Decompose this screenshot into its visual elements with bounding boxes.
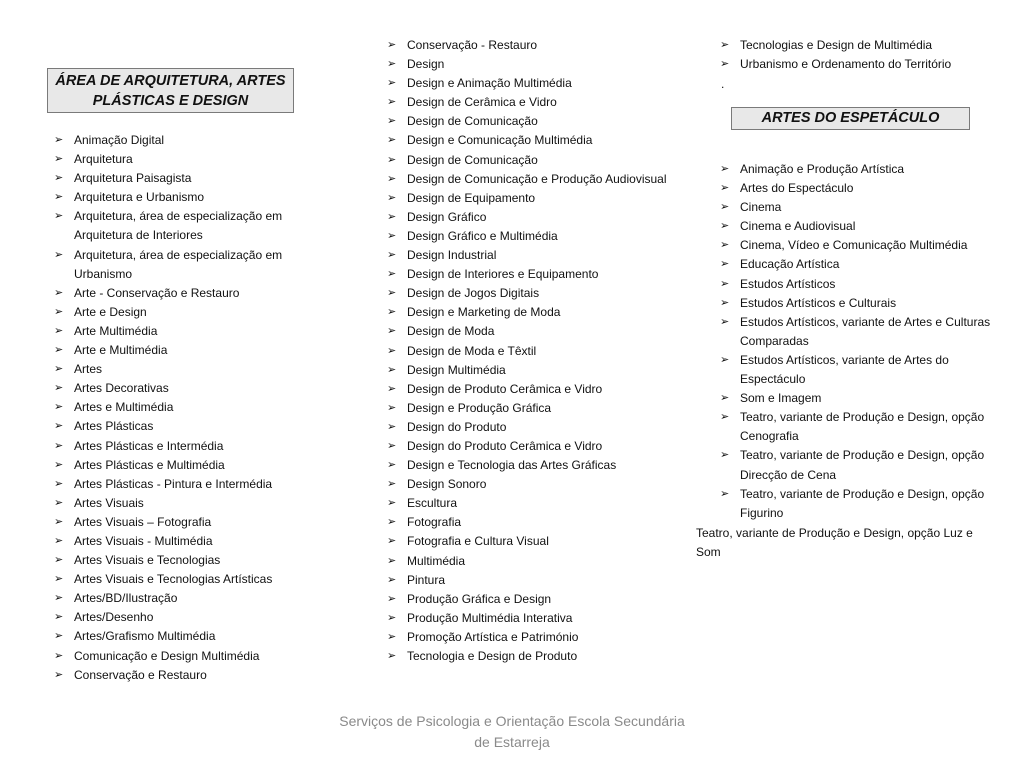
list-item — [54, 437, 316, 456]
arrow-bullet-icon: ➢ — [720, 163, 730, 175]
list-item — [387, 380, 687, 399]
list-item-label: Arquitetura — [74, 152, 133, 167]
list-item — [387, 284, 687, 303]
list-item — [54, 303, 316, 322]
list-item — [387, 55, 687, 74]
list-item-label: Design — [407, 57, 445, 72]
arrow-bullet-icon: ➢ — [387, 516, 397, 529]
list-item — [387, 322, 687, 341]
arrow-bullet-icon: ➢ — [54, 496, 64, 509]
arrow-bullet-icon: ➢ — [387, 172, 397, 185]
list-item — [387, 590, 687, 609]
arrow-bullet-icon: ➢ — [720, 39, 730, 51]
list-item — [720, 485, 1010, 523]
list-item-label: Tecnologias e Design de Multimédia — [740, 38, 933, 52]
list-item-label: Artes — [74, 362, 103, 377]
arrow-bullet-icon: ➢ — [387, 650, 397, 662]
list-item — [54, 322, 316, 341]
arrow-bullet-icon: ➢ — [54, 420, 64, 433]
list-item — [387, 265, 687, 284]
list-item-label: Escultura — [407, 496, 458, 511]
arrow-bullet-icon: ➢ — [720, 449, 730, 462]
list-item — [720, 160, 1010, 179]
arrow-bullet-icon: ➢ — [54, 191, 64, 204]
arrow-bullet-icon: ➢ — [387, 439, 397, 452]
arrow-bullet-icon: ➢ — [54, 515, 64, 528]
arrow-bullet-icon: ➢ — [54, 172, 64, 185]
list-item-label: Design do Produto Cerâmica e Vidro — [407, 438, 603, 453]
list-item — [387, 74, 687, 93]
list-item — [387, 227, 687, 246]
arrow-bullet-icon: ➢ — [387, 363, 397, 376]
list-item — [54, 608, 316, 627]
list-item-label: Cinema e Audiovisual — [740, 219, 856, 234]
list-item — [54, 475, 316, 494]
arrow-bullet-icon: ➢ — [54, 153, 64, 166]
list-item-label: Estudos Artísticos — [740, 276, 836, 291]
list-item-label: Design Sonoro — [407, 477, 487, 492]
list-item-label: Design Gráfico — [407, 209, 487, 224]
arrow-bullet-icon: ➢ — [54, 573, 64, 586]
list-item — [387, 112, 687, 131]
list-item-label: Tecnologia e Design de Produto — [407, 649, 578, 663]
arrow-bullet-icon: ➢ — [54, 248, 64, 261]
list-item-label: Animação e Produção Artística — [740, 162, 905, 176]
arrow-bullet-icon: ➢ — [387, 268, 397, 281]
arrow-bullet-icon: ➢ — [387, 153, 397, 166]
list-item-label: Design e Marketing de Moda — [407, 305, 561, 320]
list-item-label: Artes Decorativas — [74, 381, 169, 396]
list-item — [54, 627, 316, 646]
list-item-label: Produção Gráfica e Design — [407, 591, 552, 606]
arrow-bullet-icon: ➢ — [54, 668, 64, 681]
list-item-label: Design de Comunicação e Produção Audiovisual — [407, 171, 667, 186]
arrow-bullet-icon: ➢ — [54, 134, 64, 146]
list-item-label: Arte Multimédia — [74, 323, 158, 338]
list-item-label: Comunicação e Design Multimédia — [74, 648, 260, 663]
list-design-continuation — [387, 36, 687, 666]
list-item — [387, 418, 687, 437]
list-item — [54, 513, 316, 532]
list-item-label: Artes Visuais — [74, 495, 144, 510]
list-item — [387, 456, 687, 475]
arrow-bullet-icon: ➢ — [387, 134, 397, 147]
arrow-bullet-icon: ➢ — [387, 478, 397, 491]
arrow-bullet-icon: ➢ — [720, 277, 730, 290]
list-item-label: Arquitetura e Urbanismo — [74, 190, 205, 205]
list-item — [54, 417, 316, 436]
list-item-label: Design Gráfico e Multimédia — [407, 228, 558, 243]
list-item-label: Animação Digital — [74, 133, 165, 147]
arrow-bullet-icon: ➢ — [720, 353, 730, 366]
list-item-label: Artes/Grafismo Multimédia — [74, 629, 216, 644]
list-item — [387, 131, 687, 150]
list-item — [54, 570, 316, 589]
arrow-bullet-icon: ➢ — [54, 344, 64, 357]
arrow-bullet-icon: ➢ — [387, 210, 397, 223]
list-item-label: Artes Visuais e Tecnologias Artísticas — [74, 572, 273, 587]
list-item — [387, 513, 687, 532]
list-item-label: Arquitetura, área de especialização em Urbanismo — [74, 247, 283, 281]
list-item — [387, 399, 687, 418]
list-item-label: Teatro, variante de Produção e Design, opção Cenografia — [740, 410, 985, 444]
list-item — [54, 207, 316, 245]
arrow-bullet-icon: ➢ — [387, 287, 397, 300]
list-item — [387, 647, 687, 666]
arrow-bullet-icon: ➢ — [720, 487, 730, 500]
list-item-label: Design de Comunicação — [407, 152, 538, 167]
list-item-label: Estudos Artísticos e Culturais — [740, 295, 897, 310]
list-design-end — [720, 36, 1010, 74]
list-item — [54, 169, 316, 188]
list-item — [54, 188, 316, 207]
list-item — [720, 275, 1010, 294]
arrow-bullet-icon: ➢ — [54, 305, 64, 318]
arrow-bullet-icon: ➢ — [387, 77, 397, 90]
list-item — [720, 313, 1010, 351]
arrow-bullet-icon: ➢ — [54, 401, 64, 414]
list-item-label: Teatro, variante de Produção e Design, opção Direcção de Cena — [740, 448, 985, 482]
arrow-bullet-icon: ➢ — [54, 286, 64, 299]
list-item — [54, 379, 316, 398]
list-item — [387, 628, 687, 647]
list-item — [720, 446, 1010, 484]
stray-dot: . — [721, 77, 725, 91]
list-item — [720, 351, 1010, 389]
list-item — [387, 552, 687, 571]
list-item-label: Pintura — [407, 572, 446, 587]
list-item — [387, 93, 687, 112]
list-item-label: Estudos Artísticos, variante de Artes e Culturas Comparadas — [740, 314, 991, 348]
list-item-label: Educação Artística — [740, 257, 840, 272]
list-item — [54, 647, 316, 666]
list-item — [387, 246, 687, 265]
list-item-label: Design de Interiores e Equipamento — [407, 267, 599, 282]
list-item-label: Fotografia — [407, 515, 462, 530]
list-arquitetura-artes-design — [54, 131, 316, 685]
list-item-label: Design de Equipamento — [407, 190, 536, 205]
list-item — [387, 475, 687, 494]
list-item — [54, 341, 316, 360]
list-item — [720, 217, 1010, 236]
list-item-label: Arte e Design — [74, 304, 147, 319]
arrow-bullet-icon: ➢ — [387, 459, 397, 472]
list-item-label: Design Multimédia — [407, 362, 506, 377]
list-item — [387, 494, 687, 513]
arrow-bullet-icon: ➢ — [387, 573, 397, 586]
list-item-label: Artes Visuais – Fotografia — [74, 514, 212, 529]
list-item-label: Design e Animação Multimédia — [407, 76, 572, 91]
heading-artes-espetaculo: ARTES DO ESPETÁCULO — [731, 107, 970, 130]
list-item-label: Artes e Multimédia — [74, 400, 174, 415]
arrow-bullet-icon: ➢ — [720, 392, 730, 405]
list-item-label: Arquitetura, área de especialização em Arquitetura de Interiores — [74, 209, 283, 243]
list-item-label: Cinema, Vídeo e Comunicação Multimédia — [740, 238, 968, 253]
arrow-bullet-icon: ➢ — [54, 611, 64, 624]
arrow-bullet-icon: ➢ — [387, 611, 397, 624]
arrow-bullet-icon: ➢ — [387, 382, 397, 395]
list-item-label: Artes Plásticas e Multimédia — [74, 457, 225, 472]
arrow-bullet-icon: ➢ — [54, 458, 64, 471]
arrow-bullet-icon: ➢ — [54, 477, 64, 490]
list-item — [387, 437, 687, 456]
list-item-label: Design e Tecnologia das Artes Gráficas — [407, 458, 617, 473]
heading-arquitetura-artes-design: ÁREA DE ARQUITETURA, ARTES PLÁSTICAS E DESIGN — [47, 68, 294, 113]
list-item-label: Conservação e Restauro — [74, 667, 207, 682]
list-item — [720, 179, 1010, 198]
arrow-bullet-icon: ➢ — [720, 296, 730, 309]
arrow-bullet-icon: ➢ — [387, 229, 397, 242]
arrow-bullet-icon: ➢ — [387, 96, 397, 109]
arrow-bullet-icon: ➢ — [387, 325, 397, 338]
arrow-bullet-icon: ➢ — [387, 58, 397, 71]
list-item — [54, 131, 316, 150]
list-item-label: Design de Comunicação — [407, 114, 538, 129]
arrow-bullet-icon: ➢ — [54, 363, 64, 376]
list-item — [387, 571, 687, 590]
list-item — [54, 589, 316, 608]
list-item-label: Arte e Multimédia — [74, 343, 168, 358]
list-item-label: Conservação - Restauro — [407, 38, 538, 52]
list-item-label: Design do Produto — [407, 419, 507, 434]
list-item — [54, 284, 316, 303]
list-item-label: Arquitetura Paisagista — [74, 171, 192, 186]
list-item — [720, 408, 1010, 446]
list-item-label: Estudos Artísticos, variante de Artes do Espectáculo — [740, 352, 949, 387]
arrow-bullet-icon: ➢ — [387, 497, 397, 510]
arrow-bullet-icon: ➢ — [387, 535, 397, 548]
arrow-bullet-icon: ➢ — [54, 439, 64, 452]
list-item — [720, 198, 1010, 217]
list-item — [387, 208, 687, 227]
arrow-bullet-icon: ➢ — [387, 420, 397, 433]
arrow-bullet-icon: ➢ — [387, 592, 397, 605]
arrow-bullet-icon: ➢ — [387, 554, 397, 567]
list-item-label: Design e Produção Gráfica — [407, 400, 552, 415]
list-item — [54, 360, 316, 379]
list-item-label: Artes/Desenho — [74, 610, 154, 625]
list-item — [387, 36, 687, 55]
list-item-label: Artes Plásticas — [74, 419, 154, 434]
arrow-bullet-icon: ➢ — [54, 324, 64, 337]
list-item — [387, 361, 687, 380]
list-item — [387, 189, 687, 208]
arrow-bullet-icon: ➢ — [720, 411, 730, 424]
arrow-bullet-icon: ➢ — [387, 344, 397, 357]
list-item-label: Multimédia — [407, 553, 466, 568]
list-item — [54, 398, 316, 417]
arrow-bullet-icon: ➢ — [387, 115, 397, 128]
list-item-label: Design de Moda e Têxtil — [407, 343, 537, 358]
list-item-label: Urbanismo e Ordenamento do Território — [740, 57, 952, 72]
list-item — [387, 532, 687, 551]
list-item-label: Design de Moda — [407, 324, 495, 339]
list-item-label: Som e Imagem — [740, 391, 822, 406]
arrow-bullet-icon: ➢ — [720, 258, 730, 271]
list-item-label: Artes do Espectáculo — [740, 181, 854, 196]
arrow-bullet-icon: ➢ — [54, 210, 64, 223]
list-item-label: Arte - Conservação e Restauro — [74, 285, 240, 300]
list-item-label: Produção Multimédia Interativa — [407, 610, 573, 625]
list-item — [720, 55, 1010, 74]
list-item-label: Fotografia e Cultura Visual — [407, 534, 549, 549]
footer-school-name: Serviços de Psicologia e Orientação Escola Secundária de Estarreja — [339, 713, 685, 750]
arrow-bullet-icon: ➢ — [720, 58, 730, 71]
list-item-label: Design e Comunicação Multimédia — [407, 133, 593, 148]
list-item — [720, 255, 1010, 274]
list-item — [54, 532, 316, 551]
list-item-label: Design Industrial — [407, 248, 497, 263]
list-item-label: Artes Visuais - Multimédia — [74, 533, 213, 548]
list-tail-text: Teatro, variante de Produção e Design, opção Luz e Som — [696, 526, 973, 560]
list-item-label: Design de Jogos Digitais — [407, 286, 540, 301]
arrow-bullet-icon: ➢ — [387, 39, 397, 51]
list-item — [54, 150, 316, 169]
arrow-bullet-icon: ➢ — [387, 630, 397, 643]
arrow-bullet-icon: ➢ — [387, 249, 397, 262]
list-item-label: Teatro, variante de Produção e Design, opção Figurino — [740, 486, 985, 520]
list-item-label: Design de Cerâmica e Vidro — [407, 95, 557, 110]
list-item — [54, 246, 316, 284]
arrow-bullet-icon: ➢ — [720, 239, 730, 252]
list-item-label: Artes/BD/Ilustração — [74, 591, 178, 606]
arrow-bullet-icon: ➢ — [54, 630, 64, 643]
list-item-label: Artes Plásticas - Pintura e Intermédia — [74, 476, 273, 491]
list-item — [720, 389, 1010, 408]
list-item-label: Artes Plásticas e Intermédia — [74, 438, 224, 453]
list-item — [387, 151, 687, 170]
arrow-bullet-icon: ➢ — [54, 649, 64, 662]
list-item — [54, 494, 316, 513]
arrow-bullet-icon: ➢ — [387, 401, 397, 414]
arrow-bullet-icon: ➢ — [720, 201, 730, 214]
arrow-bullet-icon: ➢ — [720, 315, 730, 328]
list-artes-espetaculo — [720, 160, 1010, 523]
arrow-bullet-icon: ➢ — [54, 534, 64, 547]
arrow-bullet-icon: ➢ — [387, 306, 397, 319]
list-item — [387, 342, 687, 361]
list-item-label: Cinema — [740, 200, 782, 215]
list-item — [720, 236, 1010, 255]
arrow-bullet-icon: ➢ — [54, 382, 64, 395]
list-item — [387, 609, 687, 628]
list-item — [387, 170, 687, 189]
arrow-bullet-icon: ➢ — [720, 182, 730, 195]
list-item — [54, 666, 316, 685]
list-item — [387, 303, 687, 322]
arrow-bullet-icon: ➢ — [720, 220, 730, 233]
list-item — [54, 456, 316, 475]
list-item — [54, 551, 316, 570]
list-item — [720, 294, 1010, 313]
list-item-label: Promoção Artística e Património — [407, 629, 579, 644]
list-item — [720, 36, 1010, 55]
list-item-label: Artes Visuais e Tecnologias — [74, 553, 221, 568]
arrow-bullet-icon: ➢ — [387, 191, 397, 204]
arrow-bullet-icon: ➢ — [54, 554, 64, 567]
list-item-label: Design de Produto Cerâmica e Vidro — [407, 381, 603, 396]
arrow-bullet-icon: ➢ — [54, 592, 64, 605]
